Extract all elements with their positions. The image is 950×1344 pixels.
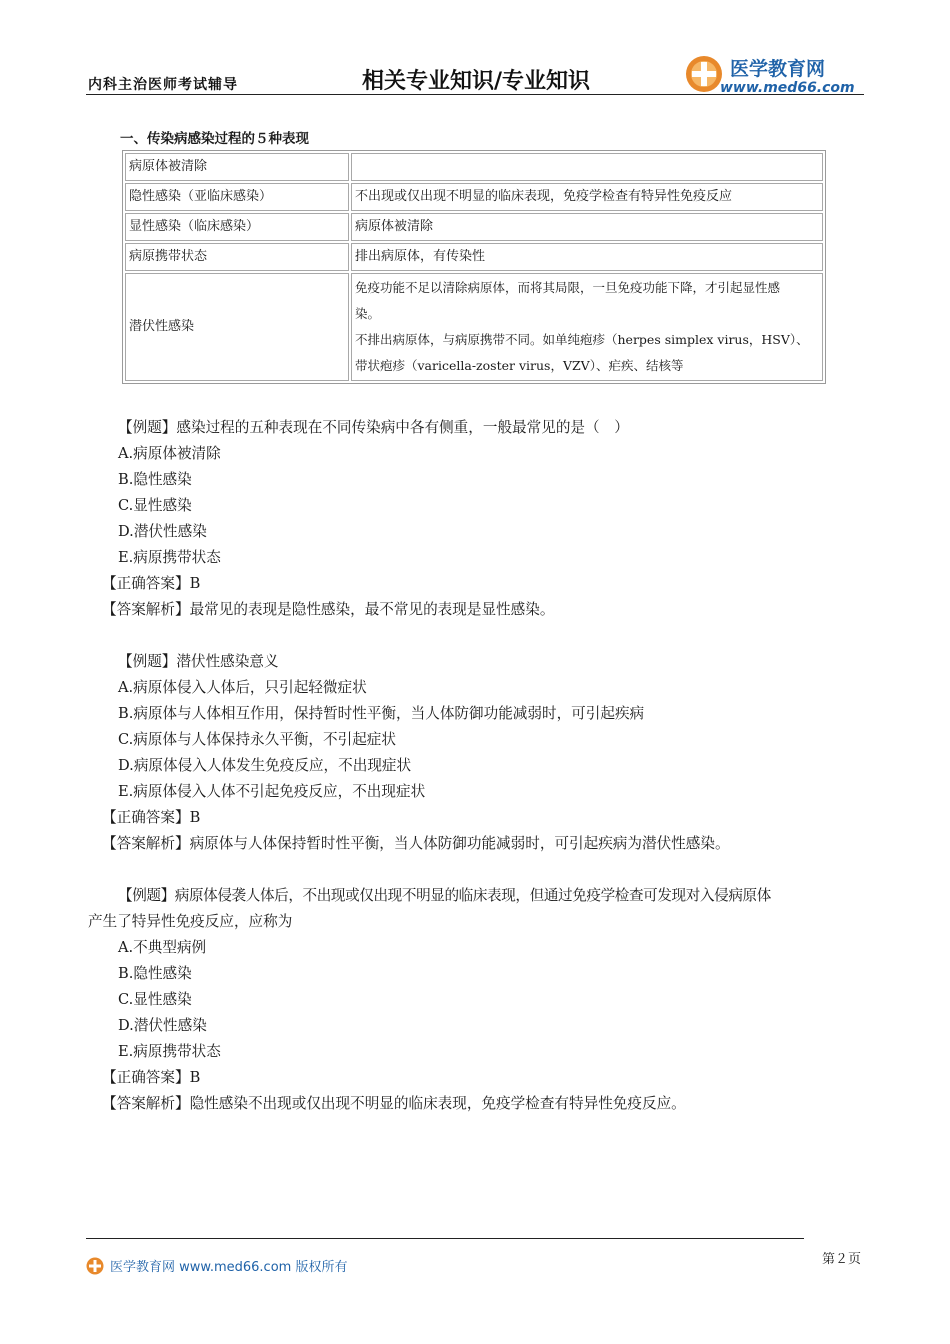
option-a: A.病原体侵入人体后，只引起轻微症状 bbox=[118, 679, 367, 696]
option-c: C.显性感染 bbox=[118, 497, 192, 514]
table-row bbox=[125, 183, 823, 211]
question-stem: 【例题】感染过程的五种表现在不同传染病中各有侧重，一般最常见的是（ ） bbox=[118, 419, 629, 436]
option-d: D.潜伏性感染 bbox=[118, 523, 207, 540]
footer-logo-icon bbox=[86, 1257, 104, 1275]
answer-explanation: 【答案解析】最常见的表现是隐性感染，最不常见的表现是显性感染。 bbox=[102, 601, 555, 618]
table-row bbox=[125, 273, 823, 381]
question-stem-line1: 【例题】病原体侵袭人体后，不出现或仅出现不明显的临床表现，但通过免疫学检查可发现对入侵病原体 bbox=[118, 887, 771, 904]
table-cell-desc: 排出病原体，有传染性 bbox=[351, 243, 823, 271]
logo-name: 医学教育网 bbox=[730, 58, 826, 80]
option-d: D.病原体侵入人体发生免疫反应，不出现症状 bbox=[118, 757, 412, 774]
table-cell-desc: 不出现或仅出现不明显的临床表现，免疫学检查有特异性免疫反应 bbox=[351, 183, 823, 211]
desc-line: 不排出病原体，与病原携带不同。如单纯疱疹（herpes simplex virus，HSV）、 bbox=[355, 332, 809, 347]
table-cell-term: 潜伏性感染 bbox=[125, 273, 349, 381]
course-title: 内科主治医师考试辅导 bbox=[88, 77, 238, 93]
table-cell-term: 显性感染（临床感染） bbox=[125, 213, 349, 241]
logo-cross-icon bbox=[684, 54, 724, 94]
table-row bbox=[125, 153, 823, 181]
table-cell-desc bbox=[351, 273, 823, 381]
page-title: 相关专业知识/专业知识 bbox=[362, 69, 591, 94]
infection-forms-table bbox=[122, 150, 826, 384]
logo-url[interactable]: www.med66.com bbox=[720, 80, 855, 96]
section-title: 一、传染病感染过程的５种表现 bbox=[120, 131, 309, 147]
site-logo[interactable] bbox=[684, 54, 864, 98]
table-cell-term: 病原携带状态 bbox=[125, 243, 349, 271]
option-e: E.病原携带状态 bbox=[118, 549, 221, 566]
correct-answer: 【正确答案】B bbox=[102, 809, 201, 826]
option-b: B.隐性感染 bbox=[118, 965, 192, 982]
question-stem-line2: 产生了特异性免疫反应，应称为 bbox=[88, 913, 293, 930]
table-row bbox=[125, 243, 823, 271]
desc-line: 染。 bbox=[355, 306, 381, 321]
page-number: 第２页 bbox=[822, 1252, 862, 1267]
option-d: D.潜伏性感染 bbox=[118, 1017, 207, 1034]
table-cell-desc bbox=[351, 153, 823, 181]
question-stem: 【例题】潜伏性感染意义 bbox=[118, 653, 279, 670]
desc-line: 带状疱疹（varicella-zoster virus，VZV）、疟疾、结核等 bbox=[355, 358, 684, 373]
footer-copyright[interactable]: 医学教育网 www.med66.com 版权所有 bbox=[110, 1260, 348, 1275]
table-cell-desc: 病原体被清除 bbox=[351, 213, 823, 241]
option-b: B.病原体与人体相互作用，保持暂时性平衡，当人体防御功能减弱时，可引起疾病 bbox=[118, 705, 645, 722]
desc-line: 免疫功能不足以清除病原体，而将其局限，一旦免疫功能下降，才引起显性感 bbox=[355, 280, 781, 295]
option-b: B.隐性感染 bbox=[118, 471, 192, 488]
answer-explanation: 【答案解析】隐性感染不出现或仅出现不明显的临床表现，免疫学检查有特异性免疫反应。 bbox=[102, 1095, 686, 1112]
footer-divider bbox=[86, 1238, 804, 1239]
table-cell-term: 病原体被清除 bbox=[125, 153, 349, 181]
option-e: E.病原携带状态 bbox=[118, 1043, 221, 1060]
correct-answer: 【正确答案】B bbox=[102, 1069, 201, 1086]
correct-answer: 【正确答案】B bbox=[102, 575, 201, 592]
option-a: A.病原体被清除 bbox=[118, 445, 221, 462]
option-a: A.不典型病例 bbox=[118, 939, 207, 956]
option-e: E.病原体侵入人体不引起免疫反应，不出现症状 bbox=[118, 783, 426, 800]
answer-explanation: 【答案解析】病原体与人体保持暂时性平衡，当人体防御功能减弱时，可引起疾病为潜伏性感染。 bbox=[102, 835, 730, 852]
option-c: C.显性感染 bbox=[118, 991, 192, 1008]
header-divider bbox=[86, 94, 864, 95]
option-c: C.病原体与人体保持永久平衡，不引起症状 bbox=[118, 731, 396, 748]
table-cell-term: 隐性感染（亚临床感染） bbox=[125, 183, 349, 211]
table-row bbox=[125, 213, 823, 241]
